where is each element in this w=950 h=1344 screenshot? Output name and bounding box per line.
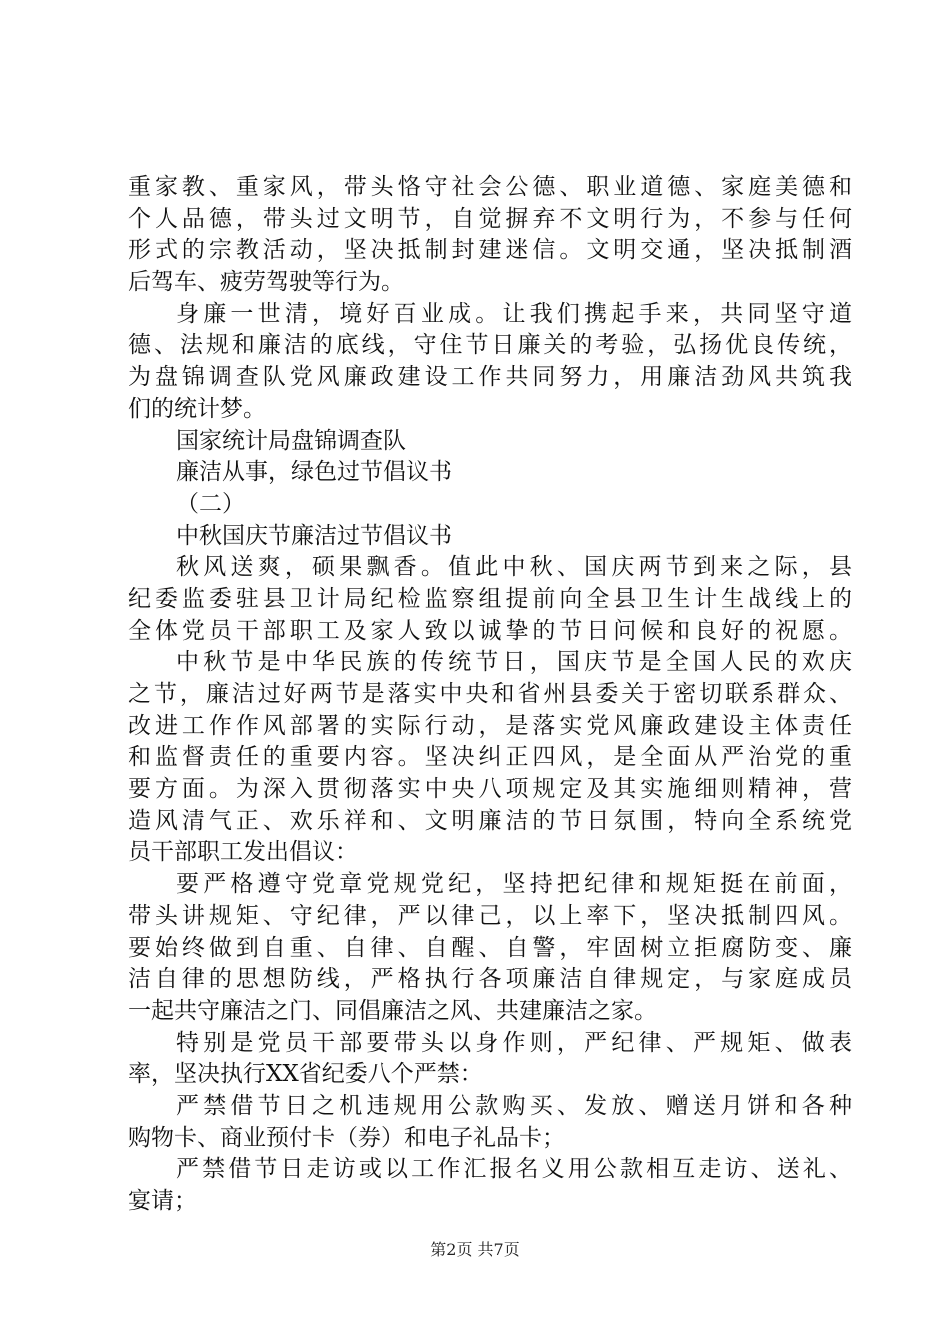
- text-line: 洁自律的思想防线，严格执行各项廉洁自律规定，与家庭成员: [128, 966, 852, 993]
- text-line: 特别是党员干部要带头以身作则，严纪律、严规矩、做表: [176, 1029, 852, 1056]
- text-line: 要始终做到自重、自律、自醒、自警，牢固树立拒腐防变、廉: [128, 934, 852, 961]
- text-line: 秋风送爽，硕果飘香。值此中秋、国庆两节到来之际，县: [176, 554, 852, 581]
- text-line: 为盘锦调查队党风廉政建设工作共同努力，用廉洁劲风共筑我: [128, 364, 852, 391]
- document-body: [128, 172, 852, 1218]
- text-line: 中秋节是中华民族的传统节日，国庆节是全国人民的欢庆: [176, 649, 852, 676]
- text-line: 率，坚决执行XX省纪委八个严禁：: [128, 1061, 483, 1088]
- text-line: 形式的宗教活动，坚决抵制封建迷信。文明交通，坚决抵制酒: [128, 237, 852, 264]
- text-line: 严禁借节日走访或以工作汇报名义用公款相互走访、送礼、: [176, 1156, 852, 1183]
- text-line: 之节，廉洁过好两节是落实中央和省州县委关于密切联系群众、: [128, 681, 852, 707]
- text-line: 改进工作作风部署的实际行动，是落实党风廉政建设主体责任: [128, 712, 852, 739]
- text-line: 国家统计局盘锦调查队: [176, 427, 406, 454]
- text-line: 全体党员干部职工及家人致以诚挚的节日问候和良好的祝愿。: [128, 617, 852, 644]
- text-line: 后驾车、疲劳驾驶等行为。: [128, 269, 404, 296]
- text-line: 个人品德，带头过文明节，自觉摒弃不文明行为，不参与任何: [128, 205, 852, 232]
- text-line: 廉洁从事，绿色过节倡议书: [176, 459, 452, 486]
- text-line: 和监督责任的重要内容。坚决纠正四风，是全面从严治党的重: [128, 744, 852, 771]
- text-line: 要方面。为深入贯彻落实中央八项规定及其实施细则精神，营: [128, 776, 852, 803]
- text-line: 重家教、重家风，带头恪守社会公德、职业道德、家庭美德和: [128, 174, 852, 200]
- text-line: 身廉一世清，境好百业成。让我们携起手来，共同坚守道: [176, 300, 852, 327]
- text-line: 德、法规和廉洁的底线，守住节日廉关的考验，弘扬优良传统，: [128, 332, 852, 359]
- text-line: 们的统计梦。: [128, 395, 266, 422]
- text-line: 造风清气正、欢乐祥和、文明廉洁的节日氛围，特向全系统党: [128, 807, 852, 834]
- text-line: （二）: [176, 490, 245, 517]
- text-line: 中秋国庆节廉洁过节倡议书: [176, 522, 452, 549]
- text-line: 员干部职工发出倡议：: [128, 839, 358, 866]
- text-line: 一起共守廉洁之门、同倡廉洁之风、共建廉洁之家。: [128, 997, 657, 1024]
- text-line: 宴请；: [128, 1188, 197, 1214]
- text-line: 带头讲规矩、守纪律，严以律己，以上率下，坚决抵制四风。: [128, 902, 852, 929]
- text-line: 纪委监委驻县卫计局纪检监察组提前向全县卫生计生战线上的: [128, 585, 852, 612]
- text-line: 要严格遵守党章党规党纪，坚持把纪律和规矩挺在前面，: [176, 871, 852, 898]
- page-footer: 第2页 共7页: [430, 1240, 520, 1259]
- text-line: 购物卡、商业预付卡（券）和电子礼品卡；: [128, 1124, 565, 1151]
- text-line: 严禁借节日之机违规用公款购买、发放、赠送月饼和各种: [176, 1092, 852, 1119]
